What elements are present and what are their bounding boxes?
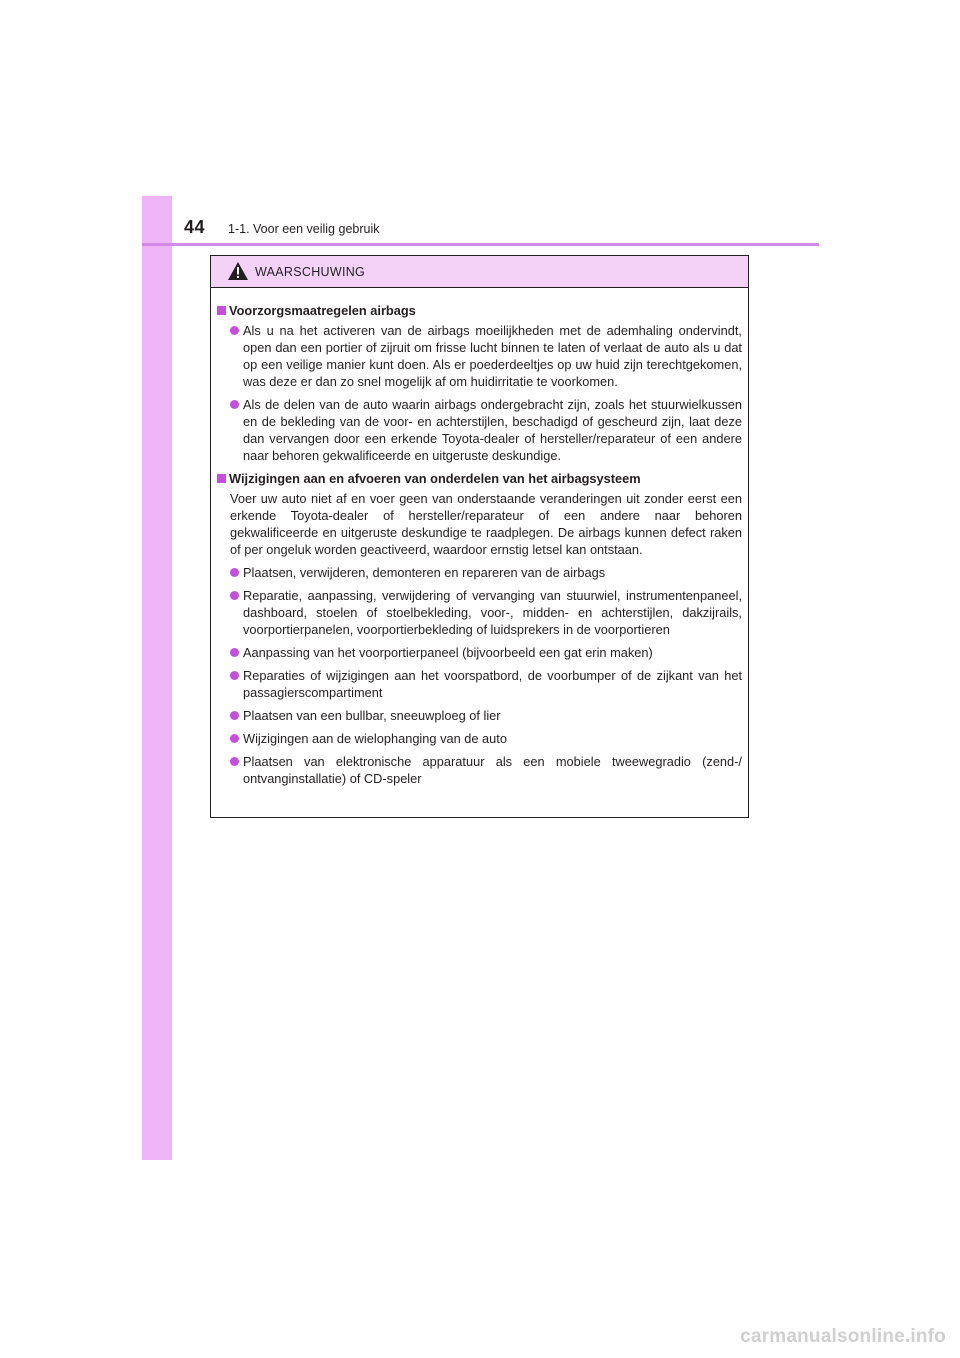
round-bullet-icon	[230, 568, 239, 577]
round-bullet-icon	[230, 671, 239, 680]
side-tab-bar	[142, 196, 172, 1160]
bullet-list	[217, 322, 742, 464]
bullet-item: Plaatsen van een bullbar, sneeuwploeg of lier	[230, 707, 742, 724]
bullet-item: Plaatsen van elektronische apparatuur als een mobiele tweewegradio (zend-/ ontvanginstallatie) of CD-speler	[230, 753, 742, 787]
round-bullet-icon	[230, 400, 239, 409]
section-intro: Voer uw auto niet af en voer geen van onderstaande veranderingen uit zonder eerst een erkende Toyota-dealer of hersteller/reparateur of een andere naar behoren gekwalificeerde en uitgeruste deskundige te raadplegen. De airbags kunnen defect raken of per ongeluk worden geactiveerd, waardoor ernstig letsel kan ontstaan.	[230, 491, 742, 557]
round-bullet-icon	[230, 734, 239, 743]
round-bullet-icon	[230, 591, 239, 600]
warning-section	[217, 302, 742, 464]
bullet-item: Plaatsen, verwijderen, demonteren en repareren van de airbags	[230, 564, 742, 581]
section-title: 1-1. Voor een veilig gebruik	[228, 222, 380, 236]
warning-header	[211, 256, 748, 288]
section-heading: Wijzigingen aan en afvoeren van onderdelen van het airbagsysteem	[217, 470, 742, 487]
square-bullet-icon	[217, 306, 226, 315]
warning-section	[217, 470, 742, 787]
bullet-item: Reparaties of wijzigingen aan het voorspatbord, de voorbumper of de zijkant van het passagierscompartiment	[230, 667, 742, 701]
section-heading: Voorzorgsmaatregelen airbags	[217, 302, 742, 319]
warning-triangle-icon	[227, 261, 249, 281]
round-bullet-icon	[230, 757, 239, 766]
warning-title: WAARSCHUWING	[255, 265, 366, 279]
bullet-item: Wijzigingen aan de wielophanging van de auto	[230, 730, 742, 747]
bullet-item: Als u na het activeren van de airbags moeilijkheden met de ademhaling ondervindt, open dan een portier of zijruit om frisse lucht binnen te laten of verlaat de auto als u dat op een veilige manier kunt doen. Als er poederdeeltjes op uw huid zijn terechtgekomen, was deze er dan zo snel mogelijk af om huidirritatie te voorkomen.	[230, 322, 742, 390]
warning-body	[211, 288, 748, 787]
round-bullet-icon	[230, 711, 239, 720]
page-number: 44	[184, 217, 206, 237]
bullet-item: Aanpassing van het voorportierpaneel (bijvoorbeeld een gat erin maken)	[230, 644, 742, 661]
header-rule	[142, 243, 819, 246]
watermark-text: carmanualsonline.info	[740, 1326, 946, 1347]
round-bullet-icon	[230, 326, 239, 335]
bullet-item: Reparatie, aanpassing, verwijdering of vervanging van stuurwiel, instrumentenpaneel, dashboard, stoelen of stoelbekleding, voor-, midden- en achterstijlen, dakzijrails, voorportierpanelen, voorportierbekleding of luidsprekers in de voorportieren	[230, 587, 742, 638]
square-bullet-icon	[217, 474, 226, 483]
warning-box	[210, 255, 749, 818]
round-bullet-icon	[230, 648, 239, 657]
bullet-list	[217, 564, 742, 787]
bullet-item: Als de delen van de auto waarin airbags ondergebracht zijn, zoals het stuurwielkussen en de bekleding van de voor- en achterstijlen, beschadigd of gescheurd zijn, laat deze dan vervangen door een erkende Toyota-dealer of hersteller/reparateur of een andere naar behoren gekwalificeerde en uitgeruste deskundige.	[230, 396, 742, 464]
